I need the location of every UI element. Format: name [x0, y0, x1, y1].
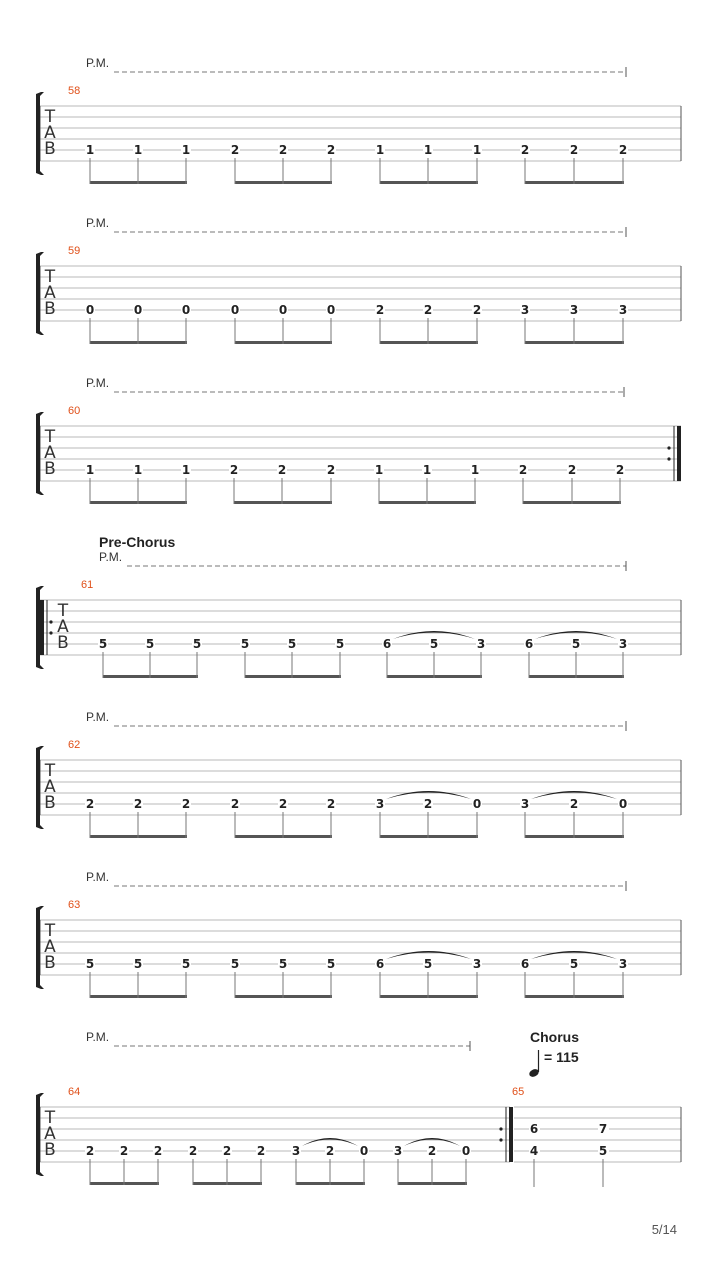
beam	[380, 835, 478, 838]
tab-systems	[36, 56, 681, 1187]
fret-number: 3	[472, 957, 482, 971]
repeat-dot	[499, 1127, 502, 1130]
fret-number: 5	[571, 637, 581, 651]
system-brace	[36, 252, 44, 335]
fret-number: 2	[133, 797, 143, 811]
beam	[380, 341, 478, 344]
fret-number: 1	[470, 463, 480, 477]
fret-number: 5	[145, 637, 155, 651]
fret-number: 2	[222, 1144, 232, 1158]
fret-number: 1	[133, 463, 143, 477]
section-title: Pre-Chorus	[99, 534, 176, 550]
fret-number: 1	[472, 143, 482, 157]
system-brace	[36, 906, 44, 989]
fret-number: 5	[240, 637, 250, 651]
fret-number: 2	[188, 1144, 198, 1158]
fret-number: 2	[119, 1144, 129, 1158]
palm-mute-label: P.M.	[86, 870, 110, 884]
fret-number: 3	[520, 303, 530, 317]
fret-number: 5	[230, 957, 240, 971]
tab-clef-letter: A	[57, 617, 69, 637]
system-brace	[36, 746, 44, 829]
tab-clef-letter: A	[44, 283, 56, 303]
fret-number: 2	[326, 797, 336, 811]
fret-number: 3	[618, 303, 628, 317]
fret-number: 5	[287, 637, 297, 651]
fret-number: 1	[133, 143, 143, 157]
tab-clef-letter: A	[44, 123, 56, 143]
fret-number: 6	[520, 957, 530, 971]
tab-system-58	[36, 56, 681, 184]
fret-number: 2	[427, 1144, 437, 1158]
system-brace	[36, 412, 44, 495]
tab-system-60	[36, 376, 681, 504]
fret-number: 2	[230, 797, 240, 811]
tab-clef-letter: B	[44, 1140, 56, 1160]
tab-clef-letter: T	[44, 107, 56, 127]
fret-number: 0	[133, 303, 143, 317]
beam	[380, 995, 478, 998]
page-number: 5/14	[651, 1222, 677, 1237]
fret-number: 2	[569, 143, 579, 157]
tab-clef-letter: A	[44, 443, 56, 463]
fret-number: 2	[278, 797, 288, 811]
fret-number: 2	[326, 143, 336, 157]
tab-clef-letter: A	[44, 1124, 56, 1144]
fret-number: 2	[423, 303, 433, 317]
fret-number: 0	[230, 303, 240, 317]
tab-clef-letter: B	[44, 953, 56, 973]
tab-system-63	[36, 870, 681, 998]
fret-number: 0	[181, 303, 191, 317]
fret-number: 3	[618, 637, 628, 651]
fret-number: 2	[277, 463, 287, 477]
fret-number: 0	[461, 1144, 471, 1158]
tab-clef-letter: T	[44, 1108, 56, 1128]
fret-number: 5	[569, 957, 579, 971]
fret-number: 2	[278, 143, 288, 157]
system-brace	[36, 92, 44, 175]
tab-system-59	[36, 216, 681, 344]
start-repeat-thick-bar	[40, 600, 44, 655]
fret-number: 0	[326, 303, 336, 317]
measure-number: 58	[68, 85, 81, 97]
measure-number: 62	[68, 739, 81, 751]
chorus-block	[512, 1029, 681, 1187]
palm-mute-label: P.M.	[86, 216, 110, 230]
tab-clef-letter: A	[44, 777, 56, 797]
repeat-dot	[499, 1138, 502, 1141]
tempo-marking: = 115	[544, 1049, 579, 1065]
fret-number: 0	[472, 797, 482, 811]
tab-system-61	[36, 534, 681, 678]
tab-clef-letter: T	[44, 427, 56, 447]
tab-clef-letter: B	[57, 633, 69, 653]
fret-number: 2	[85, 1144, 95, 1158]
fret-number: 1	[85, 463, 95, 477]
tab-clef-letter: T	[44, 267, 56, 287]
end-repeat-thick-bar	[509, 1107, 513, 1162]
measure-number: 64	[68, 1086, 81, 1098]
fret-number: 0	[85, 303, 95, 317]
fret-number: 2	[423, 797, 433, 811]
fret-number: 2	[520, 143, 530, 157]
repeat-dot	[49, 620, 52, 623]
fret-number: 3	[520, 797, 530, 811]
beam	[234, 501, 332, 504]
fret-number: 3	[569, 303, 579, 317]
fret-number: 6	[524, 637, 534, 651]
palm-mute-label: P.M.	[86, 376, 110, 390]
fret-number: 1	[181, 143, 191, 157]
fret-number: 6	[375, 957, 385, 971]
fret-number: 2	[518, 463, 528, 477]
fret-number: 0	[359, 1144, 369, 1158]
fret-number: 2	[181, 797, 191, 811]
fret-number: 5	[133, 957, 143, 971]
beam	[380, 181, 478, 184]
fret-number: 5	[85, 957, 95, 971]
end-repeat-thick-bar	[677, 426, 681, 481]
fret-number: 2	[153, 1144, 163, 1158]
fret-number: 2	[618, 143, 628, 157]
fret-number: 2	[567, 463, 577, 477]
fret-number: 5	[181, 957, 191, 971]
tab-clef-letter: B	[44, 793, 56, 813]
fret-number: 3	[393, 1144, 403, 1158]
tab-clef-letter: B	[44, 459, 56, 479]
fret-number: 1	[423, 143, 433, 157]
fret-number: 5	[278, 957, 288, 971]
fret-number: 1	[374, 463, 384, 477]
fret-number: 0	[278, 303, 288, 317]
fret-number: 3	[618, 957, 628, 971]
fret-number: 3	[476, 637, 486, 651]
tab-clef-letter: T	[44, 921, 56, 941]
tab-clef-letter: B	[44, 299, 56, 319]
fret-number: 2	[569, 797, 579, 811]
fret-number: 5	[335, 637, 345, 651]
tab-system-64	[36, 1030, 513, 1185]
repeat-dot	[49, 631, 52, 634]
fret-number: 5	[98, 637, 108, 651]
measure-number: 61	[81, 579, 94, 591]
tab-system-62	[36, 710, 681, 838]
beam	[245, 675, 341, 678]
fret-number: 6	[529, 1122, 539, 1136]
repeat-dot	[667, 457, 670, 460]
fret-number: 3	[291, 1144, 301, 1158]
fret-number: 1	[375, 143, 385, 157]
fret-number: 1	[181, 463, 191, 477]
fret-number: 2	[326, 463, 336, 477]
fret-number: 2	[615, 463, 625, 477]
measure-number: 65	[512, 1086, 525, 1098]
fret-number: 2	[325, 1144, 335, 1158]
palm-mute-label: P.M.	[86, 1030, 110, 1044]
repeat-dot	[667, 446, 670, 449]
fret-number: 5	[326, 957, 336, 971]
palm-mute-label: P.M.	[86, 56, 110, 70]
fret-number: 5	[423, 957, 433, 971]
palm-mute-label: P.M.	[86, 710, 110, 724]
tab-clef-letter: A	[44, 937, 56, 957]
fret-number: 2	[85, 797, 95, 811]
fret-number: 5	[192, 637, 202, 651]
palm-mute-label: P.M.	[99, 550, 123, 564]
fret-number: 6	[382, 637, 392, 651]
measure-number: 60	[68, 405, 81, 417]
fret-number: 5	[598, 1144, 608, 1158]
fret-number: 4	[529, 1144, 539, 1158]
section-title: Chorus	[530, 1029, 579, 1045]
fret-number: 7	[598, 1122, 608, 1136]
fret-number: 2	[256, 1144, 266, 1158]
tab-clef-letter: T	[44, 761, 56, 781]
fret-number: 2	[229, 463, 239, 477]
fret-number: 2	[230, 143, 240, 157]
fret-number: 2	[472, 303, 482, 317]
measure-number: 63	[68, 899, 81, 911]
fret-number: 0	[618, 797, 628, 811]
fret-number: 2	[375, 303, 385, 317]
tab-clef-letter: T	[57, 601, 69, 621]
fret-number: 3	[375, 797, 385, 811]
fret-number: 1	[85, 143, 95, 157]
system-brace	[36, 1093, 44, 1176]
fret-number: 5	[429, 637, 439, 651]
tab-clef-letter: B	[44, 139, 56, 159]
fret-number: 1	[422, 463, 432, 477]
measure-number: 59	[68, 245, 81, 257]
